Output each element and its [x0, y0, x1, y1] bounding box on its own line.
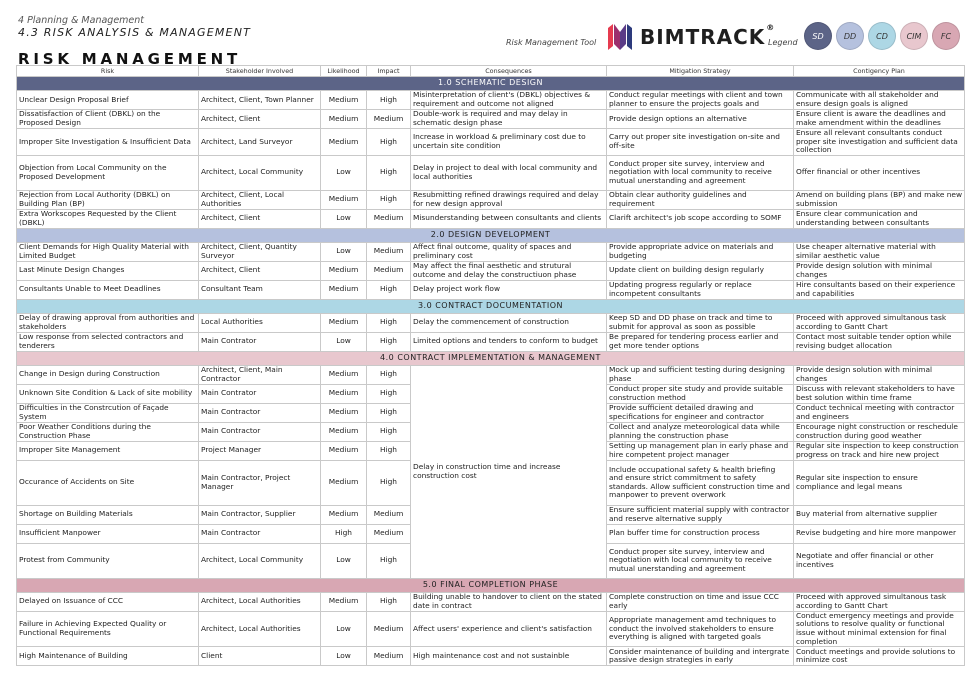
risk-cell: Protest from Community — [17, 543, 199, 578]
stakeholder-cell: Architect, Client — [199, 209, 321, 228]
contingency-cell: Buy material from alternative supplier — [794, 505, 965, 524]
impact-cell: High — [367, 129, 411, 156]
consequence-cell: Delay project work flow — [411, 280, 607, 299]
risk-cell: Improper Site Management — [17, 441, 199, 460]
contingency-cell: Amend on building plans (BP) and make new submission — [794, 190, 965, 209]
stakeholder-cell: Main Contrator — [199, 384, 321, 403]
contingency-cell: Ensure clear communication and understanding between consultants — [794, 209, 965, 228]
phase-title: 1.0 SCHEMATIC DESIGN — [17, 77, 965, 91]
likelihood-cell: Medium — [321, 505, 367, 524]
impact-cell: Medium — [367, 611, 411, 646]
column-header: Stakeholder Involved — [199, 66, 321, 77]
mitigation-cell: Updating progress regularly or replace incompetent consultants — [607, 280, 794, 299]
impact-cell: High — [367, 403, 411, 422]
contingency-cell: Proceed with approved simultanous task according to Gantt Chart — [794, 313, 965, 332]
risk-cell: Poor Weather Conditions during the Construction Phase — [17, 422, 199, 441]
table-row — [17, 280, 965, 299]
mitigation-cell: Setting up management plan in early phase and hire competent project manager — [607, 441, 794, 460]
mitigation-cell: Be prepared for tendering process earlier and get more tender options — [607, 332, 794, 351]
likelihood-cell: High — [321, 524, 367, 543]
impact-cell: High — [367, 543, 411, 578]
likelihood-cell: Low — [321, 611, 367, 646]
phase-section-row — [17, 77, 965, 91]
likelihood-cell: Medium — [321, 190, 367, 209]
phase-title: 4.0 CONTRACT IMPLEMENTATION & MANAGEMENT — [17, 351, 965, 365]
phase-title: 5.0 FINAL COMPLETION PHASE — [17, 578, 965, 592]
likelihood-cell: Medium — [321, 313, 367, 332]
stakeholder-cell: Main Contractor — [199, 422, 321, 441]
phase-section-row — [17, 578, 965, 592]
risk-cell: Last Minute Design Changes — [17, 261, 199, 280]
impact-cell: High — [367, 365, 411, 384]
risk-cell: Delayed on Issuance of CCC — [17, 592, 199, 611]
stakeholder-cell: Main Contractor, Project Manager — [199, 460, 321, 505]
mitigation-cell: Conduct regular meetings with client and town planner to ensure the projects goals and — [607, 91, 794, 110]
contingency-cell: Encourage night construction or reschedule construction during good weather — [794, 422, 965, 441]
risk-cell: Insufficient Manpower — [17, 524, 199, 543]
impact-cell: High — [367, 460, 411, 505]
table-row — [17, 611, 965, 646]
table-row — [17, 209, 965, 228]
stakeholder-cell: Architect, Local Community — [199, 155, 321, 190]
stakeholder-cell: Architect, Client, Quantity Surveyor — [199, 242, 321, 261]
impact-cell: High — [367, 190, 411, 209]
risk-cell: Objection from Local Community on the Proposed Development — [17, 155, 199, 190]
likelihood-cell: Medium — [321, 110, 367, 129]
consequence-cell: Delay in project to deal with local community and local authorities — [411, 155, 607, 190]
risk-cell: Improper Site Investigation & Insufficient Data — [17, 129, 199, 156]
phase-section-row — [17, 228, 965, 242]
stakeholder-cell: Architect, Land Surveyor — [199, 129, 321, 156]
tool-label: Risk Management Tool — [506, 38, 597, 47]
contingency-cell: Proceed with approved simultanous task according to Gantt Chart — [794, 592, 965, 611]
mitigation-cell: Provide sufficient detailed drawing and specifications for engineer and contractor — [607, 403, 794, 422]
risk-cell: Difficulties in the Constrcution of Façade System — [17, 403, 199, 422]
phase-section-row — [17, 299, 965, 313]
mitigation-cell: Complete construction on time and issue CCC early — [607, 592, 794, 611]
stakeholder-cell: Architect, Client — [199, 110, 321, 129]
table-row — [17, 365, 965, 384]
page-title: RISK MANAGEMENT — [18, 50, 241, 68]
stakeholder-cell: Main Contractor — [199, 403, 321, 422]
impact-cell: Medium — [367, 261, 411, 280]
likelihood-cell: Low — [321, 209, 367, 228]
consequence-cell: Double-work is required and may delay in schematic design phase — [411, 110, 607, 129]
contingency-cell: Provide design solution with minimal changes — [794, 365, 965, 384]
legend-cd: CD — [868, 22, 896, 50]
phase-title: 2.0 DESIGN DEVELOPMENT — [17, 228, 965, 242]
consequence-cell: Misinterpretation of client's (DBKL) objectives & requirement and outcome not aligned — [411, 91, 607, 110]
mitigation-cell: Plan buffer time for construction process — [607, 524, 794, 543]
consequence-cell: Resubmitting refined drawings required and delay for new design approval — [411, 190, 607, 209]
likelihood-cell: Medium — [321, 441, 367, 460]
consequence-cell: Misunderstanding between consultants and clients — [411, 209, 607, 228]
impact-cell: Medium — [367, 242, 411, 261]
consequence-cell: Affect final outcome, quality of spaces and preliminary cost — [411, 242, 607, 261]
likelihood-cell: Medium — [321, 91, 367, 110]
consequence-cell: Affect users' experience and client's satisfaction — [411, 611, 607, 646]
column-header: Consequences — [411, 66, 607, 77]
mitigation-cell: Clarift architect's job scope according to SOMF — [607, 209, 794, 228]
consequence-cell: May affect the final aesthetic and strutural outcome and delay the constructiuon phase — [411, 261, 607, 280]
risk-cell: High Maintenance of Building — [17, 647, 199, 666]
impact-cell: Medium — [367, 505, 411, 524]
mitigation-cell: Consider maintenance of building and intergrate passive design strategies in early — [607, 647, 794, 666]
column-header: Likelihood — [321, 66, 367, 77]
likelihood-cell: Medium — [321, 460, 367, 505]
contingency-cell: Contact most suitable tender option while revising budget allocation — [794, 332, 965, 351]
table-row — [17, 592, 965, 611]
phase-title: 3.0 CONTRACT DOCUMENTATION — [17, 299, 965, 313]
mitigation-cell: Mock up and sufficient testing during designing phase — [607, 365, 794, 384]
contingency-cell: Ensure client is aware the deadlines and make amendment within the deadlines — [794, 110, 965, 129]
table-row — [17, 190, 965, 209]
consequence-cell: Delay in construction time and increase construction cost — [411, 365, 607, 578]
table-row — [17, 155, 965, 190]
risk-cell: Unclear Design Proposal Brief — [17, 91, 199, 110]
contingency-cell: Regular site inspection to ensure compliance and legal means — [794, 460, 965, 505]
likelihood-cell: Medium — [321, 403, 367, 422]
mitigation-cell: Conduct proper site survey, interview and negotiation with local community to receive mutual unerstanding and agreement — [607, 543, 794, 578]
risk-cell: Dissatisfaction of Client (DBKL) on the Proposed Design — [17, 110, 199, 129]
contingency-cell: Discuss with relevant stakeholders to have best solution within time frame — [794, 384, 965, 403]
legend-cim: CIM — [900, 22, 928, 50]
mitigation-cell: Provide design options an alternative — [607, 110, 794, 129]
table-row — [17, 647, 965, 666]
likelihood-cell: Medium — [321, 129, 367, 156]
table-row — [17, 129, 965, 156]
risk-cell: Delay of drawing approval from authorities and stakeholders — [17, 313, 199, 332]
stakeholder-cell: Consultant Team — [199, 280, 321, 299]
consequence-cell: Building unable to handover to client on the stated date in contract — [411, 592, 607, 611]
section-subheading: 4.3 RISK ANALYSIS & MANAGEMENT — [18, 26, 252, 39]
mitigation-cell: Carry out proper site investigation on-site and off-site — [607, 129, 794, 156]
contingency-cell: Provide design solution with minimal changes — [794, 261, 965, 280]
impact-cell: High — [367, 332, 411, 351]
likelihood-cell: Low — [321, 332, 367, 351]
table-row — [17, 332, 965, 351]
risk-cell: Rejection from Local Authority (DBKL) on Building Plan (BP) — [17, 190, 199, 209]
contingency-cell: Revise budgeting and hire more manpower — [794, 524, 965, 543]
likelihood-cell: Medium — [321, 261, 367, 280]
impact-cell: Medium — [367, 209, 411, 228]
legend-dd: DD — [836, 22, 864, 50]
stakeholder-cell: Architect, Client, Local Authorities — [199, 190, 321, 209]
likelihood-cell: Medium — [321, 384, 367, 403]
stakeholder-cell: Main Contractor — [199, 524, 321, 543]
impact-cell: High — [367, 441, 411, 460]
stakeholder-cell: Architect, Client — [199, 261, 321, 280]
risk-cell: Extra Workscopes Requested by the Client (DBKL) — [17, 209, 199, 228]
stakeholder-cell: Main Contractor, Supplier — [199, 505, 321, 524]
legend-sd: SD — [804, 22, 832, 50]
likelihood-cell: Low — [321, 543, 367, 578]
risk-cell: Shortage on Building Materials — [17, 505, 199, 524]
contingency-cell: Conduct emergency meetings and provide solutions to resolve quality or functional issue without minimal extension for final completion — [794, 611, 965, 646]
likelihood-cell: Medium — [321, 280, 367, 299]
table-row — [17, 313, 965, 332]
legend-label: Legend — [768, 38, 798, 47]
mitigation-cell: Keep SD and DD phase on track and time to submit for approval as soon as possible — [607, 313, 794, 332]
stakeholder-cell: Architect, Local Community — [199, 543, 321, 578]
risk-cell: Occurance of Accidents on Site — [17, 460, 199, 505]
contingency-cell: Offer financial or other incentives — [794, 155, 965, 190]
impact-cell: Medium — [367, 524, 411, 543]
column-header: Mitigation Strategy — [607, 66, 794, 77]
risk-cell: Client Demands for High Quality Material with Limited Budget — [17, 242, 199, 261]
contingency-cell: Ensure all relevant consultants conduct proper site investigation and sufficient data collection — [794, 129, 965, 156]
consequence-cell: Delay the commencement of construction — [411, 313, 607, 332]
consequence-cell: Increase in workload & preliminary cost due to uncertain site condition — [411, 129, 607, 156]
stakeholder-cell: Local Authorities — [199, 313, 321, 332]
mitigation-cell: Update client on building design regularly — [607, 261, 794, 280]
stakeholder-cell: Architect, Local Authorities — [199, 611, 321, 646]
impact-cell: Medium — [367, 110, 411, 129]
impact-cell: High — [367, 280, 411, 299]
stakeholder-cell: Client — [199, 647, 321, 666]
column-header: Impact — [367, 66, 411, 77]
likelihood-cell: Medium — [321, 592, 367, 611]
column-header: Contigency Plan — [794, 66, 965, 77]
column-header: Risk — [17, 66, 199, 77]
stakeholder-cell: Architect, Client, Town Planner — [199, 91, 321, 110]
impact-cell: High — [367, 91, 411, 110]
contingency-cell: Conduct meetings and provide solutions to minimize cost — [794, 647, 965, 666]
risk-cell: Consultants Unable to Meet Deadlines — [17, 280, 199, 299]
mitigation-cell: Include occupational safety & health briefing and ensure strict commitment to safety standards. Allow sufficient construction time and manpower to prevent overwork — [607, 460, 794, 505]
table-row — [17, 261, 965, 280]
stakeholder-cell: Main Contrator — [199, 332, 321, 351]
likelihood-cell: Low — [321, 155, 367, 190]
contingency-cell: Hire consultants based on their experience and capabilities — [794, 280, 965, 299]
likelihood-cell: Low — [321, 242, 367, 261]
risk-cell: Change in Design during Construction — [17, 365, 199, 384]
contingency-cell: Use cheaper alternative material with similar aesthetic value — [794, 242, 965, 261]
table-header-row — [17, 66, 965, 77]
impact-cell: Medium — [367, 647, 411, 666]
legend-fc: FC — [932, 22, 960, 50]
phase-legend — [804, 22, 960, 50]
impact-cell: High — [367, 384, 411, 403]
mitigation-cell: Ensure sufficient material supply with contractor and reserve alternative supply — [607, 505, 794, 524]
contingency-cell: Conduct technical meeting with contractor and engineers — [794, 403, 965, 422]
section-kicker: 4 Planning & Management — [18, 15, 145, 26]
contingency-cell: Communicate with all stakeholder and ensure design goals is aligned — [794, 91, 965, 110]
consequence-cell: Limited options and tenders to conform to budget — [411, 332, 607, 351]
stakeholder-cell: Architect, Local Authorities — [199, 592, 321, 611]
phase-section-row — [17, 351, 965, 365]
impact-cell: High — [367, 422, 411, 441]
impact-cell: High — [367, 313, 411, 332]
risk-table — [16, 65, 965, 666]
likelihood-cell: Medium — [321, 422, 367, 441]
impact-cell: High — [367, 592, 411, 611]
impact-cell: High — [367, 155, 411, 190]
risk-cell: Failure in Achieving Expected Quality or Functional Requirements — [17, 611, 199, 646]
consequence-cell: High maintenance cost and not sustainble — [411, 647, 607, 666]
risk-cell: Unknown Site Condition & Lack of site mobility — [17, 384, 199, 403]
table-row — [17, 110, 965, 129]
mitigation-cell: Obtain clear authority guidelines and requirement — [607, 190, 794, 209]
mitigation-cell: Appropriate management amd techniques to conduct the involved stakeholders to ensure everything is aligned with targeted goals — [607, 611, 794, 646]
stakeholder-cell: Architect, Client, Main Contractor — [199, 365, 321, 384]
contingency-cell: Negotiate and offer financial or other incentives — [794, 543, 965, 578]
mitigation-cell: Conduct proper site survey, interview and negotiation with local community to receive mutual unerstanding and agreement — [607, 155, 794, 190]
table-row — [17, 91, 965, 110]
mitigation-cell: Conduct proper site study and provide suitable construction method — [607, 384, 794, 403]
bimtrack-logo-icon — [606, 20, 634, 52]
mitigation-cell: Provide appropriate advice on materials and budgeting — [607, 242, 794, 261]
likelihood-cell: Low — [321, 647, 367, 666]
table-row — [17, 242, 965, 261]
contingency-cell: Regular site inspection to keep construction progress on track and hire new project — [794, 441, 965, 460]
brand-name: BIMTRACK® — [640, 23, 776, 49]
risk-cell: Low response from selected contractors and tenderers — [17, 332, 199, 351]
likelihood-cell: Medium — [321, 365, 367, 384]
stakeholder-cell: Project Manager — [199, 441, 321, 460]
mitigation-cell: Collect and analyze meteorological data while planning the construction phase — [607, 422, 794, 441]
